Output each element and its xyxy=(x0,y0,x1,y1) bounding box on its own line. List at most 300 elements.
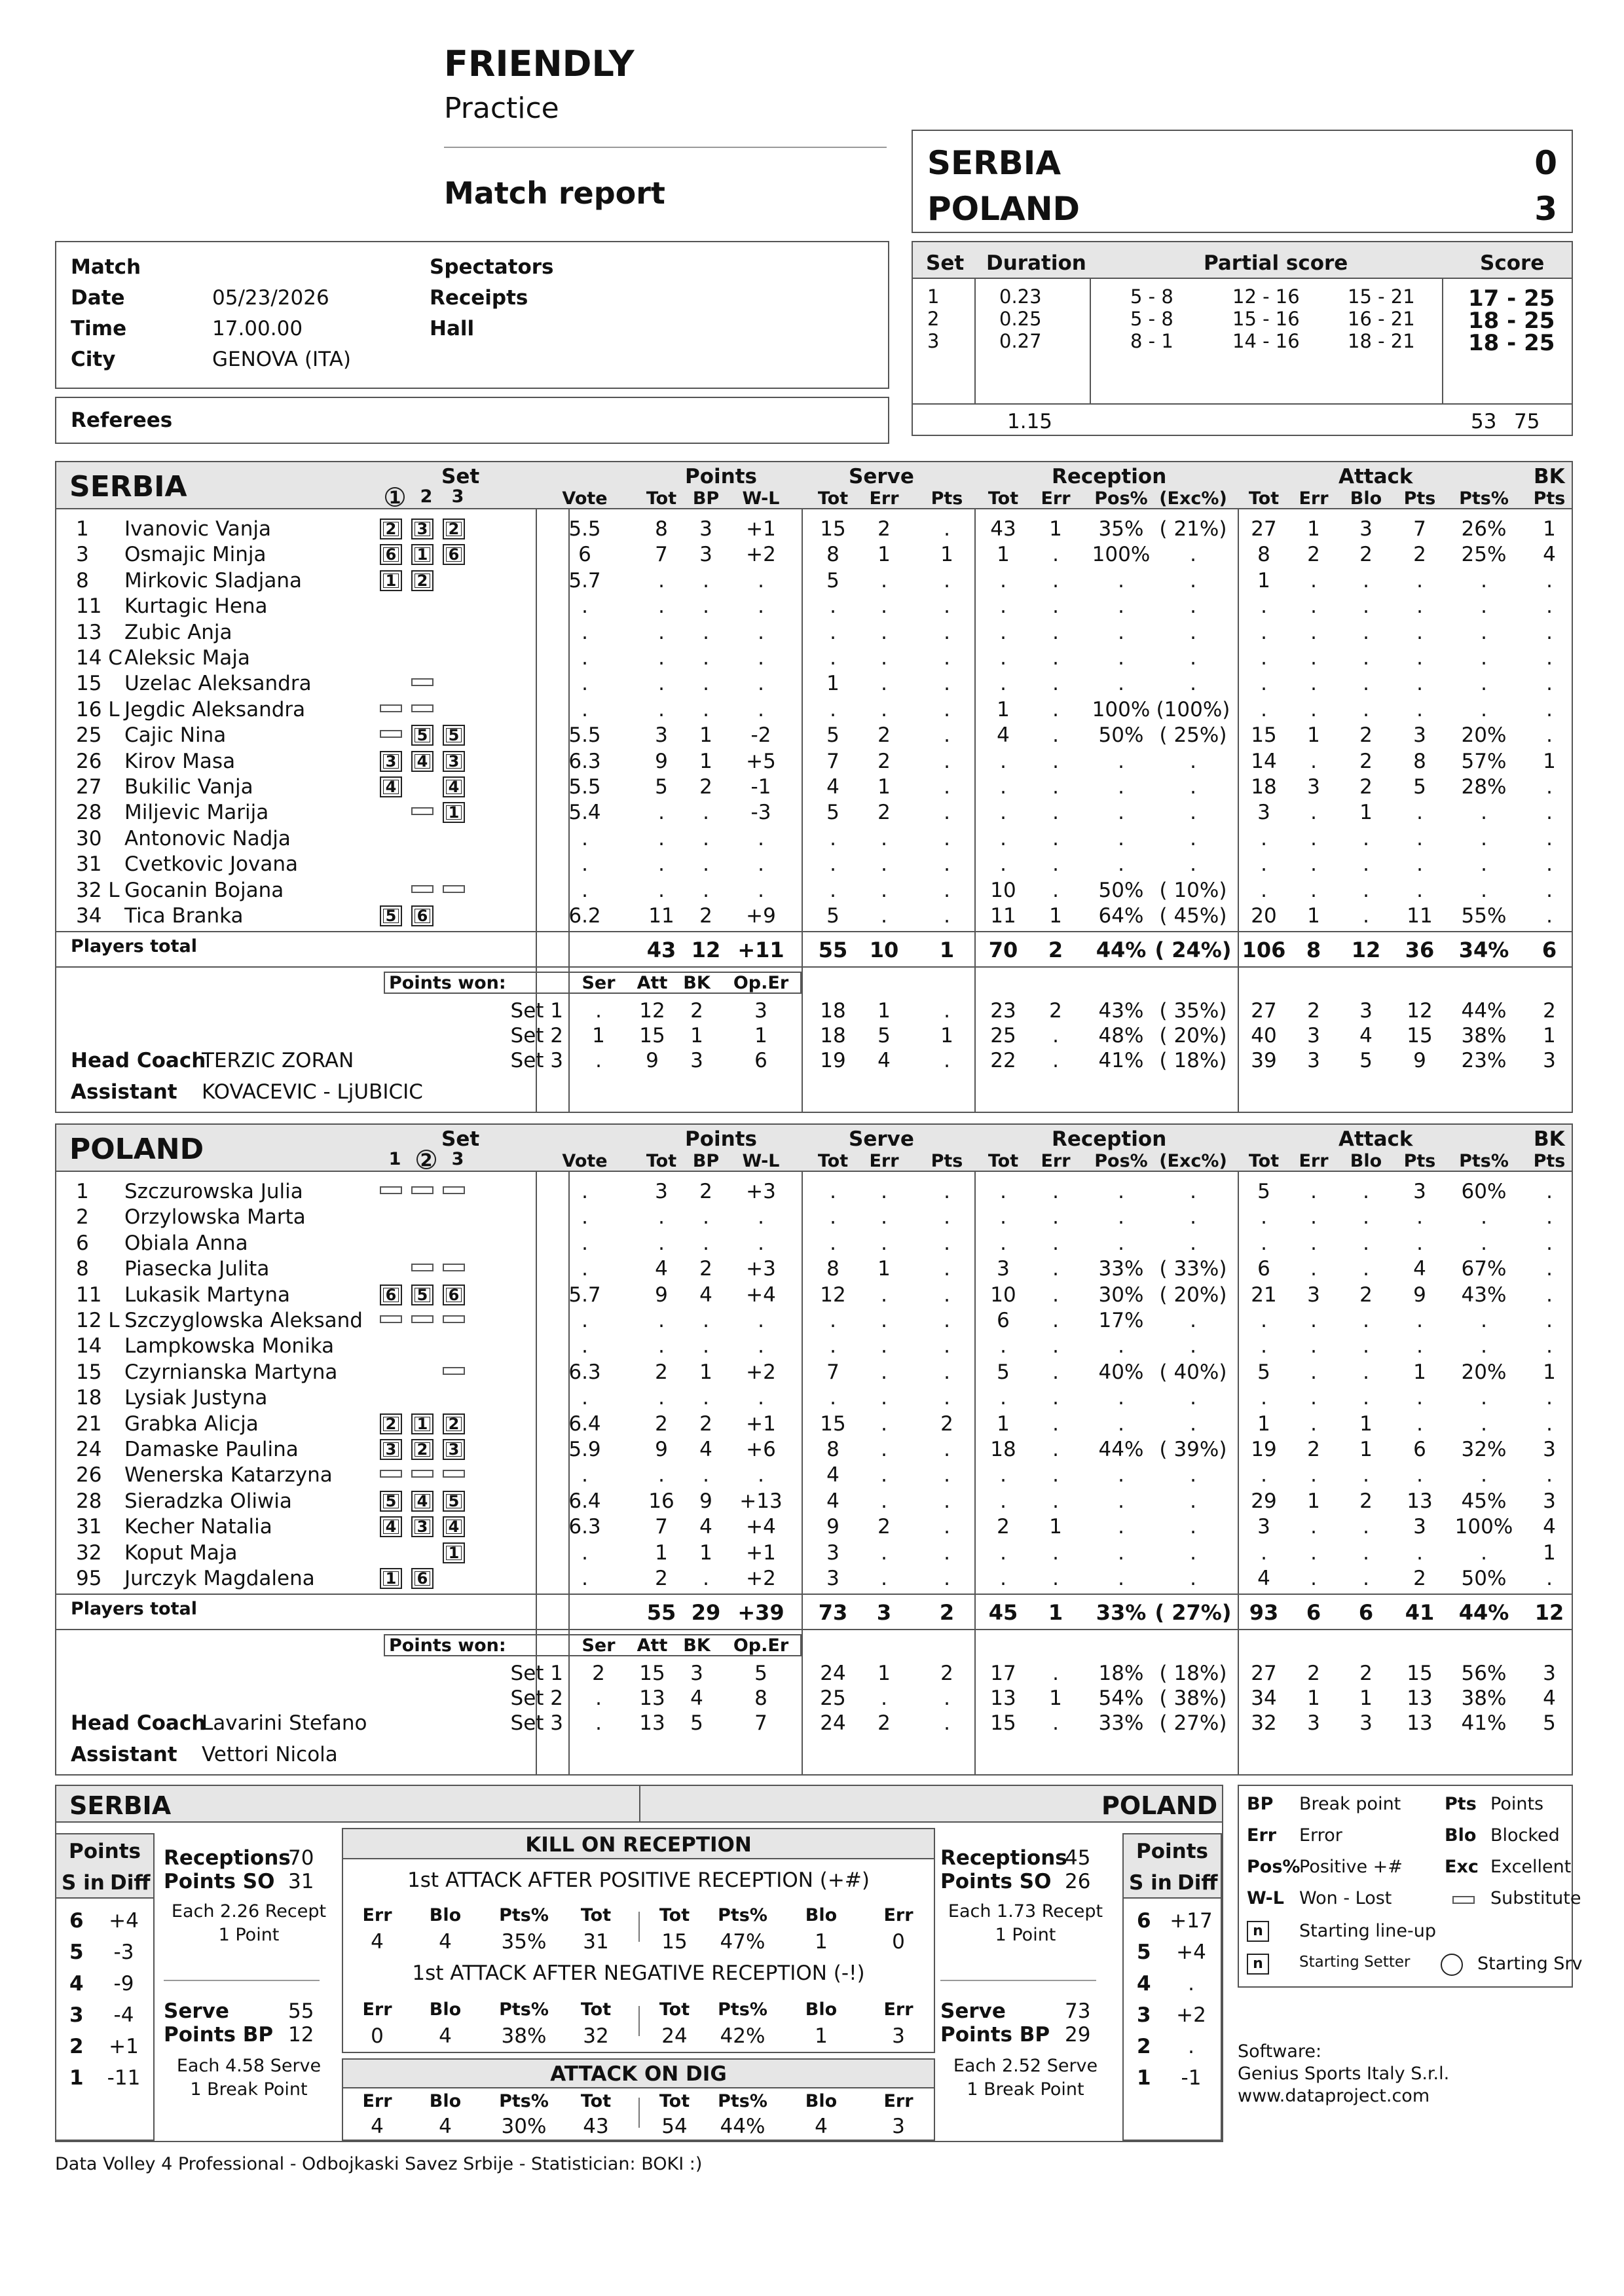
stat-cell: . xyxy=(758,1231,764,1255)
set-stat-cell: 56% xyxy=(1461,1662,1507,1686)
stat-cell: . xyxy=(1416,568,1423,592)
stat-cell: . xyxy=(1118,672,1124,696)
points-won-cell: 5 xyxy=(690,1711,703,1736)
stat-cell: 50% xyxy=(1098,723,1144,748)
dig-header: Err xyxy=(362,2091,392,2111)
stat-cell: . xyxy=(1261,1309,1267,1332)
stat-cell: . xyxy=(1546,723,1553,748)
stat-cell: . xyxy=(703,1309,709,1332)
stat-cell: 20% xyxy=(1461,723,1507,748)
sets-h-partial: Partial score xyxy=(1204,251,1348,275)
away-receptions-label: Receptions xyxy=(940,1846,1067,1870)
total-cell: 1 xyxy=(1048,1600,1063,1626)
set-stat-cell: 41% xyxy=(1098,1049,1144,1073)
starting-position-box: 3 xyxy=(380,1439,402,1460)
total-cell: 12 xyxy=(1534,1600,1564,1626)
sets-partial-1: 8 - 1 xyxy=(1130,330,1173,352)
sets-duration: 0.23 xyxy=(999,285,1042,308)
stat-cell: 5.7 xyxy=(568,568,601,592)
stat-cell: . xyxy=(1310,1309,1317,1332)
set-number: 3 xyxy=(451,1149,464,1169)
set-stat-cell: 25 xyxy=(820,1686,846,1711)
stat-cell: 5.9 xyxy=(568,1438,601,1461)
stat-cell: . xyxy=(944,878,950,902)
stat-cell: . xyxy=(1261,1231,1267,1255)
starting-position-box: 6 xyxy=(411,1568,434,1589)
stat-cell: . xyxy=(1481,1386,1487,1410)
stat-cell: . xyxy=(1416,672,1423,696)
stat-cell: 3 xyxy=(1307,1283,1320,1307)
stat-cell: . xyxy=(703,1231,709,1255)
total-cell: 55 xyxy=(646,1600,676,1626)
substitute-marker xyxy=(380,1315,402,1323)
stat-cell: . xyxy=(1416,801,1423,825)
points-won-cell: 7 xyxy=(754,1711,767,1736)
sets-set: 2 xyxy=(927,308,940,330)
stat-cell: . xyxy=(944,775,950,799)
stat-cell: . xyxy=(1416,697,1423,721)
points-won-cell: 2 xyxy=(690,999,703,1023)
legend-description: Excellent xyxy=(1490,1857,1572,1877)
set-stat-cell: 5 xyxy=(1359,1049,1373,1073)
sets-partial-2: 14 - 16 xyxy=(1232,330,1300,352)
points-won-header: BK xyxy=(683,973,710,994)
stat-cell: . xyxy=(658,646,665,670)
time-value: 17.00.00 xyxy=(212,317,303,340)
stat-cell: 43% xyxy=(1461,1283,1507,1307)
stat-cell: . xyxy=(1481,1334,1487,1358)
set-stat-cell: . xyxy=(1052,1662,1059,1686)
total-cell: 43 xyxy=(646,938,676,963)
stat-cell: . xyxy=(830,594,836,619)
stat-cell: . xyxy=(1118,1540,1124,1565)
column-header: Pts xyxy=(931,1151,963,1171)
stat-cell: . xyxy=(1310,1412,1317,1436)
stat-cell: . xyxy=(1481,1205,1487,1230)
points-won-cell: 13 xyxy=(639,1711,665,1736)
stat-cell: . xyxy=(658,1386,665,1410)
player-number: 11 xyxy=(76,594,102,619)
stat-cell: 17% xyxy=(1098,1309,1144,1332)
stat-cell: 2 xyxy=(1413,1567,1426,1590)
negative-header: Pts% xyxy=(499,1999,549,2020)
stat-cell: . xyxy=(1118,1567,1124,1590)
stat-cell: 1 xyxy=(826,672,840,696)
stat-cell: . xyxy=(658,1463,665,1487)
stat-cell: . xyxy=(1363,1309,1369,1332)
player-number: 1 xyxy=(76,1180,89,1203)
set-stat-cell: 27 xyxy=(1251,999,1277,1023)
stat-cell: . xyxy=(658,1309,665,1332)
stat-cell: . xyxy=(1363,852,1369,877)
set-stat-cell: 5 xyxy=(1543,1711,1556,1736)
stat-cell: . xyxy=(658,1334,665,1358)
stat-cell: . xyxy=(1546,852,1553,877)
negative-value: 3 xyxy=(892,2024,905,2048)
stat-cell: . xyxy=(1190,1489,1196,1513)
stat-cell: 7 xyxy=(826,1360,840,1384)
away-rotation-diff: . xyxy=(1188,1972,1194,1995)
stat-cell: . xyxy=(881,697,887,721)
stat-cell: 11 xyxy=(1407,904,1433,928)
home-rotation-diff: -4 xyxy=(113,2003,134,2027)
stat-cell: . xyxy=(944,1180,950,1203)
player-number: 27 xyxy=(76,775,102,799)
result-box xyxy=(912,130,1573,233)
starting-position-box: 6 xyxy=(380,1285,402,1305)
stat-cell: 11 xyxy=(648,904,674,928)
stat-cell: +3 xyxy=(746,1257,776,1281)
stat-cell: 50% xyxy=(1098,878,1144,902)
column-header: Err xyxy=(869,1151,899,1171)
stat-cell: . xyxy=(703,852,709,877)
player-number: 25 xyxy=(76,723,102,748)
stat-cell: . xyxy=(881,1231,887,1255)
stat-cell: . xyxy=(758,594,764,619)
set-group-header: Set xyxy=(441,1127,480,1151)
player-name: Tica Branka xyxy=(124,904,244,928)
stat-cell: 1 xyxy=(1307,1489,1320,1513)
sets-score: 17 - 25 xyxy=(1468,285,1555,312)
total-cell: 70 xyxy=(988,938,1018,963)
dig-mid-divider xyxy=(638,2098,640,2128)
stat-cell: . xyxy=(1118,1386,1124,1410)
stat-cell: . xyxy=(1052,568,1059,592)
stat-cell: . xyxy=(658,826,665,850)
stat-cell: . xyxy=(1190,672,1196,696)
stat-cell: +13 xyxy=(739,1489,783,1513)
legend-description: Starting line-up xyxy=(1299,1921,1437,1941)
starting-position-box: 3 xyxy=(380,751,402,772)
stat-cell: . xyxy=(1416,620,1423,644)
stat-cell: . xyxy=(1481,1463,1487,1487)
column-header: BP xyxy=(692,1151,720,1171)
stat-cell: +4 xyxy=(746,1515,776,1539)
stat-cell: 43 xyxy=(990,517,1016,541)
stat-cell: 2 xyxy=(877,801,891,825)
stat-cell: . xyxy=(581,1205,588,1230)
set-stat-cell: . xyxy=(944,1049,950,1073)
set-stat-cell: 15 xyxy=(990,1711,1016,1736)
stat-cell: 7 xyxy=(1413,517,1426,541)
stat-cell: 2 xyxy=(1359,749,1373,773)
player-name: Osmajic Minja xyxy=(124,543,267,567)
starting-position-box: 1 xyxy=(380,570,402,591)
positive-value: 1 xyxy=(815,1930,828,1954)
stat-cell: . xyxy=(1546,775,1553,799)
stat-cell: 7 xyxy=(655,1515,668,1539)
legend-substitute-marker xyxy=(1452,1896,1475,1904)
stat-cell: . xyxy=(830,697,836,721)
assistant-label: Assistant xyxy=(71,1743,177,1767)
column-header: Vote xyxy=(562,488,608,509)
stat-cell: 27 xyxy=(1251,517,1277,541)
stat-cell: 9 xyxy=(655,1438,668,1461)
player-name: Bukilic Vanja xyxy=(124,775,253,799)
stat-cell: . xyxy=(703,594,709,619)
stat-cell: 1 xyxy=(1543,1540,1556,1565)
stat-cell: . xyxy=(1052,1205,1059,1230)
stat-cell: 2 xyxy=(1413,543,1426,567)
stat-cell: ( 10%) xyxy=(1159,878,1227,902)
stat-cell: 2 xyxy=(1307,543,1320,567)
stat-cell: 4 xyxy=(699,1515,712,1539)
stat-cell: ( 33%) xyxy=(1159,1257,1227,1281)
stat-cell: . xyxy=(1416,1205,1423,1230)
away-one-bp: 1 Break Point xyxy=(967,2079,1084,2100)
negative-mid-divider xyxy=(638,2006,640,2036)
home-rotation-diff: -3 xyxy=(113,1941,134,1964)
starting-position-box: 5 xyxy=(443,1491,465,1512)
player-number: 8 xyxy=(76,568,89,592)
stat-cell: . xyxy=(703,568,709,592)
stat-cell: . xyxy=(1261,1205,1267,1230)
set-stat-cell: 15 xyxy=(1407,1662,1433,1686)
stat-cell: . xyxy=(1190,801,1196,825)
stat-cell: 6 xyxy=(1413,1438,1426,1461)
stat-cell: . xyxy=(1546,620,1553,644)
totals-divider xyxy=(56,931,1572,932)
set-stat-cell: 3 xyxy=(1307,1711,1320,1736)
stat-cell: . xyxy=(758,878,764,902)
home-rec-each: Each 2.26 Recept xyxy=(171,1901,327,1922)
positive-value: 4 xyxy=(371,1930,384,1954)
sets-h-set: Set xyxy=(926,251,965,275)
dig-value: 54 xyxy=(661,2115,688,2138)
stat-cell: . xyxy=(1310,852,1317,877)
substitute-marker xyxy=(443,885,465,893)
stat-cell: . xyxy=(1416,1386,1423,1410)
set-stat-cell: 3 xyxy=(1359,1711,1373,1736)
stat-cell: . xyxy=(944,1463,950,1487)
legend-description: Starting Srv xyxy=(1477,1954,1583,1974)
stat-cell: +2 xyxy=(746,1360,776,1384)
stat-cell: -1 xyxy=(750,775,771,799)
stat-cell: . xyxy=(1000,568,1006,592)
stat-cell: . xyxy=(1546,1334,1553,1358)
points-group-header: Points xyxy=(685,465,757,488)
stat-cell: 2 xyxy=(877,1515,891,1539)
column-header: Pts% xyxy=(1459,488,1509,509)
stat-cell: 3 xyxy=(997,1257,1010,1281)
away-diff-header: Diff xyxy=(1177,1871,1218,1895)
stat-cell: . xyxy=(1363,1515,1369,1539)
stat-cell: . xyxy=(1118,1180,1124,1203)
stat-cell: 5 xyxy=(826,801,840,825)
stat-cell: . xyxy=(1118,1515,1124,1539)
stat-cell: . xyxy=(1118,1463,1124,1487)
player-name: Sieradzka Oliwia xyxy=(124,1489,292,1513)
starting-position-box: 2 xyxy=(443,519,465,539)
player-name: Jegdic Aleksandra xyxy=(124,697,306,721)
stat-cell: . xyxy=(1546,1567,1553,1590)
stat-cell: . xyxy=(1363,646,1369,670)
starting-position-box: 4 xyxy=(443,776,465,797)
stat-cell: . xyxy=(703,646,709,670)
substitute-marker xyxy=(411,885,434,893)
set-stat-cell: 1 xyxy=(1359,1686,1373,1711)
set-stat-cell: 9 xyxy=(1413,1049,1426,1073)
column-header: Err xyxy=(1041,1151,1071,1171)
stat-cell: . xyxy=(581,646,588,670)
stat-cell: . xyxy=(1261,646,1267,670)
stat-cell: . xyxy=(1052,1412,1059,1436)
stat-cell: . xyxy=(1416,646,1423,670)
stat-cell: . xyxy=(1261,826,1267,850)
stat-cell: . xyxy=(581,852,588,877)
total-cell: ( 24%) xyxy=(1154,938,1232,963)
stat-cell: . xyxy=(1310,801,1317,825)
stat-cell: . xyxy=(1310,1567,1317,1590)
footer-credits: Data Volley 4 Professional - Odbojkaski Savez Srbije - Statistician: BOKI :) xyxy=(55,2154,703,2174)
stat-cell: . xyxy=(1118,620,1124,644)
player-name: Aleksic Maja xyxy=(124,646,250,670)
stat-cell: ( 25%) xyxy=(1159,723,1227,748)
away-rotation-diff: +2 xyxy=(1176,2003,1206,2027)
stat-cell: . xyxy=(1261,594,1267,619)
points-won-cell: 1 xyxy=(754,1024,767,1048)
stat-cell: . xyxy=(944,1489,950,1513)
stat-cell: . xyxy=(1481,697,1487,721)
stat-cell: 2 xyxy=(699,1257,712,1281)
negative-value: 32 xyxy=(583,2024,609,2048)
set-stat-cell: 25 xyxy=(990,1024,1016,1048)
set-stat-cell: 24 xyxy=(820,1662,846,1686)
stat-cell: . xyxy=(944,1386,950,1410)
stat-cell: . xyxy=(1261,697,1267,721)
stat-cell: . xyxy=(881,568,887,592)
stat-cell: . xyxy=(1000,620,1006,644)
dig-header: Tot xyxy=(659,2091,690,2111)
set-number: 3 xyxy=(451,486,464,507)
starting-position-box: 3 xyxy=(411,1516,434,1537)
sets-partial-3: 18 - 21 xyxy=(1348,330,1415,352)
column-header: Pos% xyxy=(1094,488,1148,509)
stat-cell: 13 xyxy=(1407,1489,1433,1513)
stat-cell: . xyxy=(581,672,588,696)
stat-cell: 2 xyxy=(1359,1283,1373,1307)
stat-cell: 15 xyxy=(820,1412,846,1436)
stat-cell: 26% xyxy=(1461,517,1507,541)
dig-value: 44% xyxy=(720,2115,766,2138)
stat-cell: . xyxy=(1310,1205,1317,1230)
away-serve-each: Each 2.52 Serve xyxy=(953,2056,1098,2076)
set-stat-cell: . xyxy=(944,1686,950,1711)
stat-cell: . xyxy=(1310,1386,1317,1410)
stat-cell: . xyxy=(881,1386,887,1410)
set-stat-cell: . xyxy=(881,1686,887,1711)
sets-duration: 0.27 xyxy=(999,330,1042,352)
set-stat-cell: 2 xyxy=(940,1662,953,1686)
stat-cell: . xyxy=(944,1283,950,1307)
stat-cell: . xyxy=(758,852,764,877)
stat-cell: . xyxy=(1000,1567,1006,1590)
points-won-cell: 5 xyxy=(754,1662,767,1686)
stat-cell: . xyxy=(881,620,887,644)
assistant-label: Assistant xyxy=(71,1080,177,1104)
stat-cell: . xyxy=(944,646,950,670)
stat-cell: . xyxy=(881,878,887,902)
stat-cell: . xyxy=(1190,1180,1196,1203)
stat-cell: . xyxy=(758,672,764,696)
stat-cell: . xyxy=(1416,1540,1423,1565)
set-stat-cell: ( 27%) xyxy=(1159,1711,1227,1736)
software-line1: Software: xyxy=(1238,2041,1322,2062)
stat-cell: . xyxy=(1000,594,1006,619)
column-header: Err xyxy=(869,488,899,509)
stat-cell: 67% xyxy=(1461,1257,1507,1281)
player-name: Grabka Alicja xyxy=(124,1412,259,1436)
set-stat-cell: . xyxy=(944,1711,950,1736)
stat-cell: 100% xyxy=(1092,543,1151,567)
head-coach-name: TERZIC ZORAN xyxy=(202,1049,354,1073)
points-won-cell: 9 xyxy=(646,1049,659,1073)
stat-cell: . xyxy=(1000,1489,1006,1513)
starting-position-box: 4 xyxy=(411,1491,434,1512)
stat-cell: . xyxy=(758,826,764,850)
stat-cell: 3 xyxy=(1543,1489,1556,1513)
points-won-header: BK xyxy=(683,1635,710,1656)
stat-cell: 5 xyxy=(1257,1360,1270,1384)
stat-cell: . xyxy=(1363,1386,1369,1410)
stat-cell: . xyxy=(1261,852,1267,877)
dig-value: 4 xyxy=(371,2115,384,2138)
sets-set: 1 xyxy=(927,285,940,308)
legend-abbrev: Pts xyxy=(1445,1794,1477,1814)
stat-cell: . xyxy=(581,1309,588,1332)
stat-cell: 21 xyxy=(1251,1283,1277,1307)
substitute-marker xyxy=(411,1186,434,1194)
column-header: Err xyxy=(1299,1151,1329,1171)
stat-cell: 10 xyxy=(990,878,1016,902)
stat-cell: 1 xyxy=(699,1360,712,1384)
negative-title: 1st ATTACK AFTER NEGATIVE RECEPTION (-!) xyxy=(412,1961,865,1985)
points-won-cell: 3 xyxy=(690,1049,703,1073)
set-stat-cell: 33% xyxy=(1098,1711,1144,1736)
column-header: W-L xyxy=(742,488,780,509)
stat-cell: 6.3 xyxy=(568,1515,601,1539)
date-value: 05/23/2026 xyxy=(212,286,329,310)
column-header: Tot xyxy=(987,488,1019,509)
stat-cell: 29 xyxy=(1251,1489,1277,1513)
stat-cell: 8 xyxy=(826,1257,840,1281)
column-header: (Exc%) xyxy=(1159,488,1227,509)
stat-cell: . xyxy=(658,1231,665,1255)
points-won-cell: 15 xyxy=(639,1024,665,1048)
positive-header: Tot xyxy=(659,1905,690,1925)
stat-cell: 1 xyxy=(1307,723,1320,748)
stat-cell: . xyxy=(581,594,588,619)
stat-cell: . xyxy=(830,1309,836,1332)
home-rotation-number: 2 xyxy=(69,2035,84,2058)
stat-cell: . xyxy=(1363,1180,1369,1203)
stat-cell: . xyxy=(703,1205,709,1230)
stat-cell: . xyxy=(881,826,887,850)
team-name: POLAND xyxy=(69,1133,204,1166)
stat-cell: . xyxy=(1261,1386,1267,1410)
stat-cell: 55% xyxy=(1461,904,1507,928)
stat-cell: 18 xyxy=(1251,775,1277,799)
negative-header: Pts% xyxy=(718,1999,767,2020)
stat-cell: 1 xyxy=(699,749,712,773)
sets-h-score: Score xyxy=(1480,251,1545,275)
stat-cell: . xyxy=(881,1489,887,1513)
home-serve-each: Each 4.58 Serve xyxy=(176,2056,322,2076)
stat-cell: 100% xyxy=(1454,1515,1513,1539)
stat-cell: . xyxy=(830,1334,836,1358)
dig-header: Pts% xyxy=(499,2091,549,2111)
set-stat-cell: ( 35%) xyxy=(1159,999,1227,1023)
